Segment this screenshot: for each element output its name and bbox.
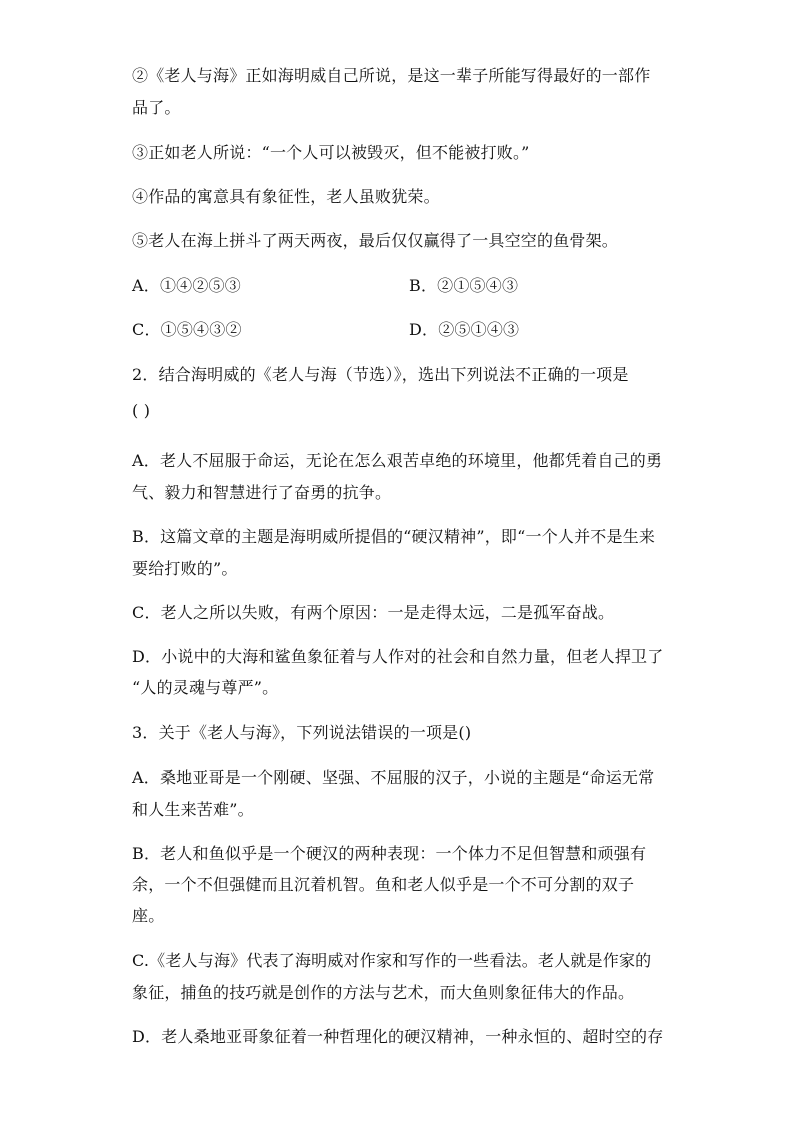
q1-item-5: ⑤老人在海上拼斗了两天两夜，最后仅仅赢得了一具空空的鱼骨架。 — [132, 231, 619, 250]
q3-option-c-line-2: 象征，捕鱼的技巧就是创作的方法与艺术，而大鱼则象征伟大的作品。 — [132, 983, 635, 1002]
q1-option-c: C．①⑤④③② — [132, 320, 242, 339]
q3-option-b-line-2: 余，一个不但强健而且沉着机智。鱼和老人似乎是一个不可分割的双子 — [132, 875, 635, 894]
q2-option-a-line-1: A．老人不屈服于命运，无论在怎么艰苦卓绝的环境里，他都凭着自己的勇 — [132, 451, 663, 470]
q3-option-d-line-1: D．老人桑地亚哥象征着一种哲理化的硬汉精神，一种永恒的、超时空的存 — [132, 1027, 664, 1046]
q1-item-4: ④作品的寓意具有象征性，老人虽败犹荣。 — [132, 187, 440, 206]
q3-option-c-line-1: C.《老人与海》代表了海明威对作家和写作的一些看法。老人就是作家的 — [132, 951, 652, 970]
q1-option-b: B．②①⑤④③ — [409, 276, 519, 295]
q2-option-b-line-2: 要给打败的”。 — [132, 559, 238, 578]
q3-option-b-line-3: 座。 — [132, 906, 165, 925]
q2-option-c: C．老人之所以失败，有两个原因：一是走得太远，二是孤军奋战。 — [132, 603, 615, 622]
q3-option-b-line-1: B．老人和鱼似乎是一个硬汉的两种表现：一个体力不足但智慧和顽强有 — [132, 844, 647, 863]
q2-stem: 2．结合海明威的《老人与海（节选）》，选出下列说法不正确的一项是 — [132, 365, 629, 384]
q1-item-2-line-2: 品了。 — [132, 98, 181, 117]
q3-option-a-line-2: 和人生来苦难”。 — [132, 800, 254, 819]
q1-item-3: ③正如老人所说：“一个人可以被毁灭，但不能被打败。” — [132, 143, 530, 162]
q2-option-b-line-1: B．这篇文章的主题是海明威所提倡的“硬汉精神”，即“一个人并不是生来 — [132, 527, 656, 546]
q2-option-a-line-2: 气、毅力和智慧进行了奋勇的抗争。 — [132, 483, 392, 502]
q3-option-a-line-1: A．桑地亚哥是一个刚硬、坚强、不屈服的汉子，小说的主题是“命运无常 — [132, 768, 655, 787]
q2-answer-blank: ( ) — [132, 401, 151, 420]
q2-option-d-line-1: D．小说中的大海和鲨鱼象征着与人作对的社会和自然力量，但老人捍卫了 — [132, 647, 664, 666]
q3-stem: 3．关于《老人与海》，下列说法错误的一项是() — [132, 723, 472, 742]
q1-option-d: D．②⑤①④③ — [409, 320, 520, 339]
q2-option-d-line-2: “人的灵魂与尊严”。 — [132, 678, 279, 697]
q1-option-a: A．①④②⑤③ — [132, 276, 241, 295]
q1-item-2-line-1: ②《老人与海》正如海明威自己所说，是这一辈子所能写得最好的一部作 — [132, 66, 651, 85]
